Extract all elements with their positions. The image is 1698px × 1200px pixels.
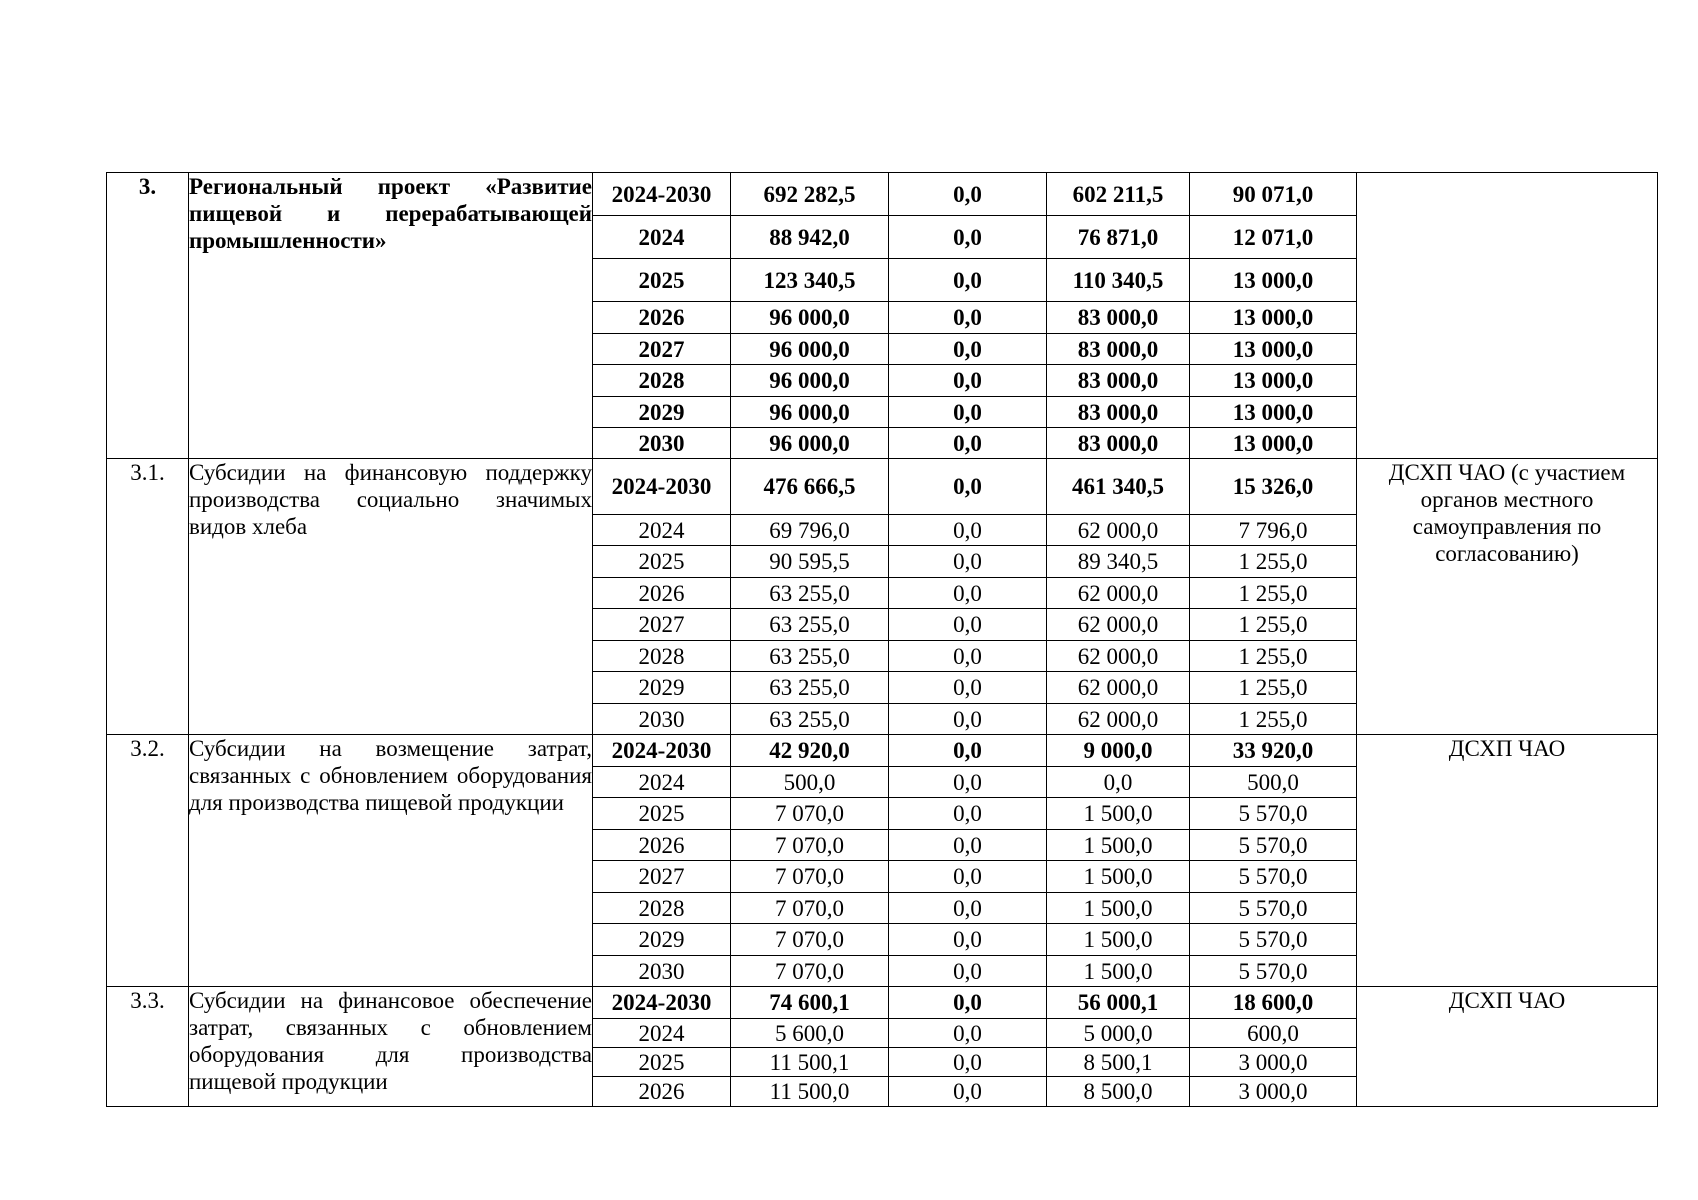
other-sources-cell: 18 600,0 [1190,987,1357,1019]
other-sources-cell: 3 000,0 [1190,1048,1357,1077]
federal-budget-cell: 0,0 [889,334,1047,365]
period-cell: 2026 [593,302,731,334]
total-cell: 11 500,0 [731,1077,889,1107]
other-sources-cell: 1 255,0 [1190,704,1357,735]
period-cell: 2026 [593,578,731,609]
regional-budget-cell: 9 000,0 [1047,735,1190,767]
other-sources-cell: 90 071,0 [1190,173,1357,216]
other-sources-cell: 13 000,0 [1190,259,1357,302]
section-title: Субсидии на возмещение затрат, связанных с обновлением оборудования для производства пищевой продукции [189,735,593,987]
federal-budget-cell: 0,0 [889,735,1047,767]
total-cell: 7 070,0 [731,798,889,830]
period-cell: 2029 [593,924,731,956]
regional-budget-cell: 1 500,0 [1047,861,1190,893]
federal-budget-cell: 0,0 [889,798,1047,830]
federal-budget-cell: 0,0 [889,956,1047,987]
regional-budget-cell: 1 500,0 [1047,956,1190,987]
other-sources-cell: 1 255,0 [1190,546,1357,578]
federal-budget-cell: 0,0 [889,704,1047,735]
section-number: 3.2. [107,735,189,987]
other-sources-cell: 13 000,0 [1190,302,1357,334]
other-sources-cell: 500,0 [1190,767,1357,798]
period-cell: 2024-2030 [593,987,731,1019]
section-number: 3.1. [107,459,189,735]
table-body [107,173,1658,1107]
period-cell: 2027 [593,334,731,365]
regional-budget-cell: 1 500,0 [1047,924,1190,956]
federal-budget-cell: 0,0 [889,672,1047,704]
total-cell: 74 600,1 [731,987,889,1019]
total-cell: 63 255,0 [731,704,889,735]
total-cell: 123 340,5 [731,259,889,302]
other-sources-cell: 5 570,0 [1190,924,1357,956]
period-cell: 2024-2030 [593,735,731,767]
other-sources-cell: 1 255,0 [1190,672,1357,704]
section-title: Региональный проект «Развитие пищевой и перерабатывающей промышленности» [189,173,593,459]
total-cell: 7 070,0 [731,861,889,893]
total-cell: 500,0 [731,767,889,798]
period-cell: 2024 [593,1019,731,1048]
executor-cell: ДСХП ЧАО [1357,987,1658,1107]
regional-budget-cell: 62 000,0 [1047,704,1190,735]
section-number: 3.3. [107,987,189,1107]
total-cell: 42 920,0 [731,735,889,767]
federal-budget-cell: 0,0 [889,259,1047,302]
period-cell: 2027 [593,609,731,641]
regional-budget-cell: 83 000,0 [1047,428,1190,459]
other-sources-cell: 5 570,0 [1190,893,1357,924]
other-sources-cell: 1 255,0 [1190,578,1357,609]
regional-budget-cell: 8 500,1 [1047,1048,1190,1077]
regional-budget-cell: 1 500,0 [1047,830,1190,861]
executor-cell [1357,173,1658,459]
other-sources-cell: 12 071,0 [1190,216,1357,259]
regional-budget-cell: 83 000,0 [1047,365,1190,397]
federal-budget-cell: 0,0 [889,1048,1047,1077]
federal-budget-cell: 0,0 [889,924,1047,956]
other-sources-cell: 3 000,0 [1190,1077,1357,1107]
period-cell: 2025 [593,798,731,830]
other-sources-cell: 5 570,0 [1190,956,1357,987]
federal-budget-cell: 0,0 [889,987,1047,1019]
period-cell: 2024 [593,216,731,259]
period-cell: 2028 [593,641,731,672]
period-cell: 2025 [593,546,731,578]
other-sources-cell: 5 570,0 [1190,798,1357,830]
total-cell: 63 255,0 [731,641,889,672]
federal-budget-cell: 0,0 [889,216,1047,259]
regional-budget-cell: 1 500,0 [1047,893,1190,924]
regional-budget-cell: 56 000,1 [1047,987,1190,1019]
regional-budget-cell: 0,0 [1047,767,1190,798]
period-cell: 2027 [593,861,731,893]
regional-budget-cell: 62 000,0 [1047,578,1190,609]
federal-budget-cell: 0,0 [889,861,1047,893]
period-cell: 2024-2030 [593,173,731,216]
period-cell: 2024-2030 [593,459,731,515]
other-sources-cell: 5 570,0 [1190,830,1357,861]
section-title: Субсидии на финансовую поддержку производства социально значимых видов хлеба [189,459,593,735]
total-cell: 96 000,0 [731,302,889,334]
federal-budget-cell: 0,0 [889,397,1047,428]
federal-budget-cell: 0,0 [889,546,1047,578]
period-cell: 2029 [593,397,731,428]
other-sources-cell: 13 000,0 [1190,334,1357,365]
regional-budget-cell: 8 500,0 [1047,1077,1190,1107]
regional-budget-cell: 110 340,5 [1047,259,1190,302]
section-number: 3. [107,173,189,459]
period-cell: 2026 [593,1077,731,1107]
regional-budget-cell: 461 340,5 [1047,459,1190,515]
regional-budget-cell: 1 500,0 [1047,798,1190,830]
period-cell: 2025 [593,1048,731,1077]
regional-budget-cell: 76 871,0 [1047,216,1190,259]
executor-cell: ДСХП ЧАО [1357,735,1658,987]
other-sources-cell: 13 000,0 [1190,397,1357,428]
period-cell: 2026 [593,830,731,861]
section-title: Субсидии на финансовое обеспечение затрат, связанных с обновлением оборудования для производства пищевой продукции [189,987,593,1107]
period-cell: 2029 [593,672,731,704]
federal-budget-cell: 0,0 [889,830,1047,861]
federal-budget-cell: 0,0 [889,459,1047,515]
other-sources-cell: 13 000,0 [1190,428,1357,459]
other-sources-cell: 1 255,0 [1190,609,1357,641]
total-cell: 7 070,0 [731,830,889,861]
period-cell: 2028 [593,365,731,397]
federal-budget-cell: 0,0 [889,515,1047,546]
period-cell: 2024 [593,767,731,798]
federal-budget-cell: 0,0 [889,173,1047,216]
period-cell: 2030 [593,704,731,735]
other-sources-cell: 600,0 [1190,1019,1357,1048]
total-cell: 11 500,1 [731,1048,889,1077]
total-cell: 96 000,0 [731,428,889,459]
total-cell: 96 000,0 [731,334,889,365]
budget-table [106,172,1658,1107]
total-cell: 63 255,0 [731,609,889,641]
federal-budget-cell: 0,0 [889,428,1047,459]
federal-budget-cell: 0,0 [889,1077,1047,1107]
total-cell: 96 000,0 [731,365,889,397]
regional-budget-cell: 83 000,0 [1047,334,1190,365]
period-cell: 2028 [593,893,731,924]
other-sources-cell: 1 255,0 [1190,641,1357,672]
federal-budget-cell: 0,0 [889,302,1047,334]
table-row [107,735,1658,767]
total-cell: 7 070,0 [731,956,889,987]
total-cell: 476 666,5 [731,459,889,515]
total-cell: 63 255,0 [731,672,889,704]
table-row [107,173,1658,216]
period-cell: 2030 [593,956,731,987]
total-cell: 5 600,0 [731,1019,889,1048]
total-cell: 63 255,0 [731,578,889,609]
total-cell: 7 070,0 [731,893,889,924]
federal-budget-cell: 0,0 [889,893,1047,924]
total-cell: 69 796,0 [731,515,889,546]
total-cell: 96 000,0 [731,397,889,428]
federal-budget-cell: 0,0 [889,365,1047,397]
total-cell: 7 070,0 [731,924,889,956]
federal-budget-cell: 0,0 [889,609,1047,641]
executor-cell: ДСХП ЧАО (с участием органов местного самоуправления по согласованию) [1357,459,1658,735]
regional-budget-cell: 83 000,0 [1047,397,1190,428]
federal-budget-cell: 0,0 [889,641,1047,672]
other-sources-cell: 13 000,0 [1190,365,1357,397]
other-sources-cell: 5 570,0 [1190,861,1357,893]
regional-budget-cell: 62 000,0 [1047,609,1190,641]
federal-budget-cell: 0,0 [889,1019,1047,1048]
regional-budget-cell: 62 000,0 [1047,672,1190,704]
period-cell: 2025 [593,259,731,302]
regional-budget-cell: 83 000,0 [1047,302,1190,334]
period-cell: 2030 [593,428,731,459]
table-row [107,459,1658,515]
federal-budget-cell: 0,0 [889,578,1047,609]
federal-budget-cell: 0,0 [889,767,1047,798]
table-row [107,987,1658,1019]
total-cell: 90 595,5 [731,546,889,578]
regional-budget-cell: 602 211,5 [1047,173,1190,216]
other-sources-cell: 33 920,0 [1190,735,1357,767]
total-cell: 692 282,5 [731,173,889,216]
other-sources-cell: 15 326,0 [1190,459,1357,515]
other-sources-cell: 7 796,0 [1190,515,1357,546]
regional-budget-cell: 89 340,5 [1047,546,1190,578]
total-cell: 88 942,0 [731,216,889,259]
regional-budget-cell: 62 000,0 [1047,641,1190,672]
regional-budget-cell: 5 000,0 [1047,1019,1190,1048]
period-cell: 2024 [593,515,731,546]
regional-budget-cell: 62 000,0 [1047,515,1190,546]
